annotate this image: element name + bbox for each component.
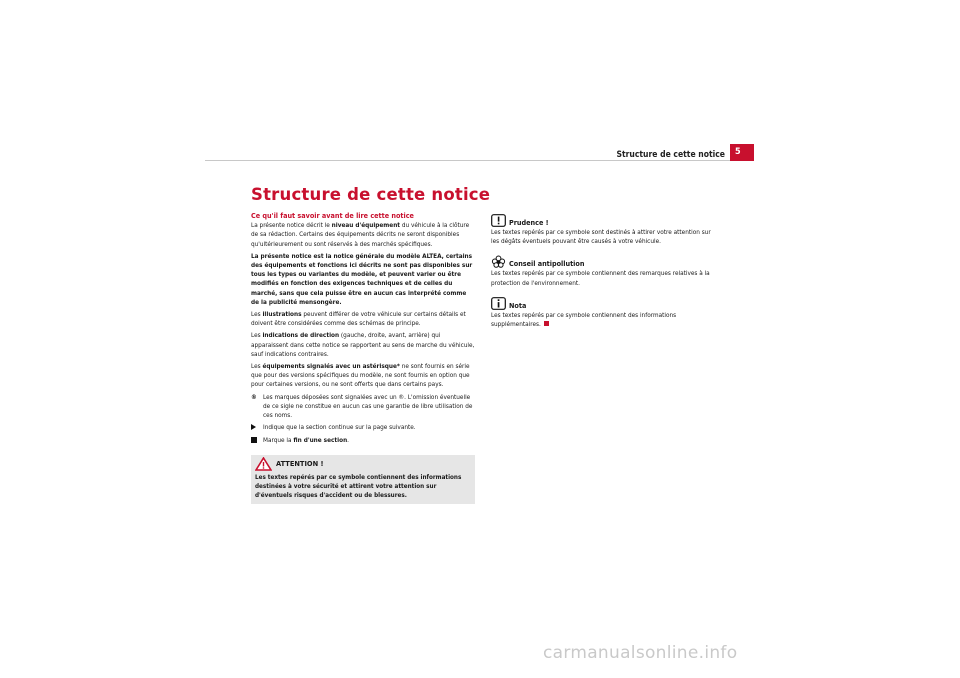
paragraph-general-notice: La présente notice est la notice générale du modèle ALTEA, certains des équipements et fonctions ici décrits ne sont pas disponibles sur tous les types ou variantes du modèle, et peuvent varier ou être modifiés en fonction des exigences techniques et de celles du marché, sans que cela puisse être en aucun cas interprété comme de la publicité mensongère. bbox=[251, 251, 473, 306]
page-number: 5 bbox=[730, 144, 754, 161]
environment-block bbox=[491, 255, 715, 287]
note-title: Nota bbox=[509, 300, 527, 310]
warning-triangle-icon bbox=[255, 457, 272, 471]
list-item-registered: ® Les marques déposées sont signalées avec un ®. L'omission éventuelle de ce sigle ne constitue en aucun cas une garantie de libre utilisation de ces noms. bbox=[251, 392, 473, 420]
section-subheading: Ce qu'il faut savoir avant de lire cette notice bbox=[251, 211, 414, 220]
warning-box bbox=[251, 455, 475, 504]
caution-text: Les textes repérés par ce symbole sont destinés à attirer votre attention sur les dégâts éventuels pouvant être causés à votre véhicule. bbox=[491, 228, 711, 246]
caution-title: Prudence ! bbox=[509, 217, 549, 227]
left-column bbox=[251, 211, 475, 504]
arrow-right-icon bbox=[251, 424, 256, 430]
flower-icon bbox=[491, 255, 506, 268]
info-icon bbox=[491, 297, 506, 310]
list-item-continue: Indique que la section continue sur la page suivante. bbox=[251, 423, 475, 433]
warning-text: Les textes repérés par ce symbole contiennent des informations destinées à votre sécurité et attirent votre attention sur d'éventuels risques d'accident ou de blessures. bbox=[255, 473, 462, 499]
paragraph-equipment: La présente notice décrit le niveau d'équipement du véhicule à la clôture de sa rédaction. Certains des équipements décrits ne seront disponibles qu'ultérieurement ou sont réservés à des marchés spécifiques. bbox=[251, 221, 470, 248]
end-section-icon bbox=[544, 321, 549, 326]
note-block bbox=[491, 297, 715, 329]
end-square-icon bbox=[251, 437, 257, 443]
page-title: Structure de cette notice bbox=[251, 185, 491, 204]
paragraph-asterisk: Les équipements signalés avec un astérisque* ne sont fournis en série que pour des versions spécifiques du modèle, ne sont fournis en option que pour certaines versions, ou ne sont offerts que dans certains pays. bbox=[251, 362, 470, 389]
header-rule bbox=[205, 160, 735, 161]
watermark: carmanualsonline.info bbox=[543, 643, 738, 663]
exclamation-icon bbox=[491, 214, 506, 227]
running-header: Structure de cette notice bbox=[616, 150, 725, 160]
environment-title: Conseil antipollution bbox=[509, 259, 585, 269]
note-text: Les textes repérés par ce symbole contiennent des informations supplémentaires. bbox=[491, 310, 677, 329]
paragraph-illustrations: Les illustrations peuvent différer de votre véhicule sur certains détails et doivent être considérées comme des schémas de principe. bbox=[251, 310, 466, 328]
warning-title: ATTENTION ! bbox=[276, 459, 324, 469]
list-item-end-section: Marque la fin d'une section. bbox=[251, 436, 475, 446]
caution-block bbox=[491, 214, 715, 246]
environment-text: Les textes repérés par ce symbole contiennent des remarques relatives à la protection de l'environnement. bbox=[491, 269, 710, 287]
paragraph-directions: Les indications de direction (gauche, droite, avant, arrière) qui apparaissent dans cette notice se rapportent au sens de marche du véhicule, sauf indications contraires. bbox=[251, 331, 475, 358]
right-column bbox=[491, 214, 715, 338]
registered-icon: ® bbox=[251, 392, 257, 401]
